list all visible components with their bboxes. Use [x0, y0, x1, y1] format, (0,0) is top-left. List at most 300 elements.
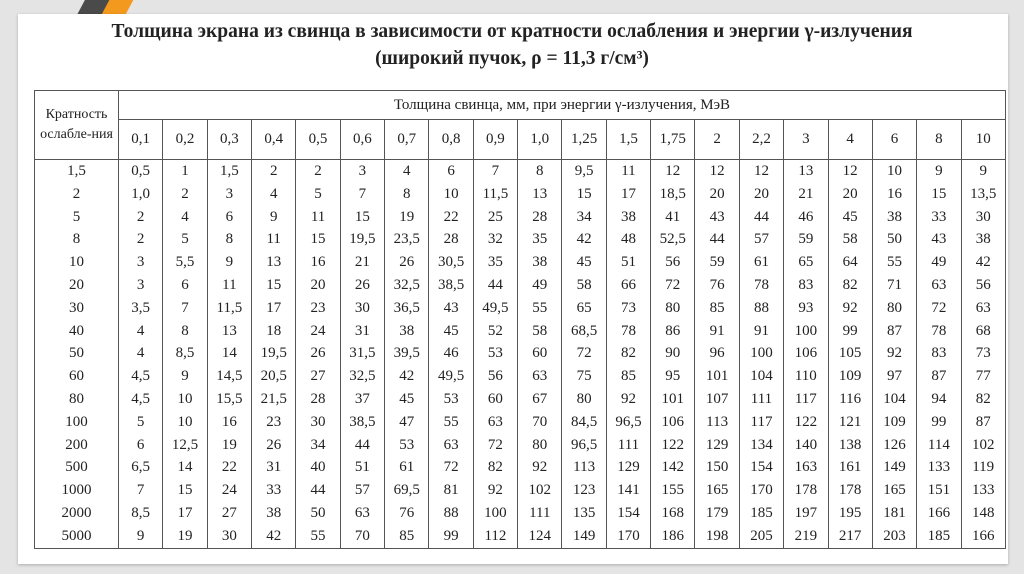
thickness-cell: 101 [695, 365, 739, 388]
thickness-cell: 149 [562, 525, 606, 548]
thickness-cell: 21,5 [252, 388, 296, 411]
thickness-cell: 88 [429, 502, 473, 525]
thickness-cell: 11 [296, 206, 340, 229]
thickness-cell: 10 [872, 160, 916, 183]
thickness-cell: 8 [385, 183, 429, 206]
thickness-cell: 110 [784, 365, 828, 388]
page-title: Толщина экрана из свинца в зависимости от кратности ослабления и энергии γ-излучения [111, 21, 913, 42]
lead-thickness-table [34, 90, 1006, 549]
thickness-cell: 161 [828, 456, 872, 479]
energy-header-cell: 1,0 [518, 120, 562, 160]
thickness-cell: 195 [828, 502, 872, 525]
thickness-cell: 12 [739, 160, 783, 183]
thickness-cell: 57 [340, 479, 384, 502]
thickness-cell: 38 [606, 206, 650, 229]
thickness-cell: 197 [784, 502, 828, 525]
thickness-cell: 72 [473, 434, 517, 457]
thickness-cell: 87 [872, 320, 916, 343]
thickness-cell: 82 [606, 342, 650, 365]
attenuation-cell: 2 [35, 183, 119, 206]
thickness-cell: 63 [917, 274, 961, 297]
thickness-cell: 30 [340, 297, 384, 320]
thickness-cell: 111 [518, 502, 562, 525]
thickness-cell: 31 [252, 456, 296, 479]
thickness-cell: 26 [340, 274, 384, 297]
thickness-cell: 95 [651, 365, 695, 388]
thickness-cell: 154 [606, 502, 650, 525]
thickness-cell: 21 [340, 251, 384, 274]
thickness-cell: 96,5 [562, 434, 606, 457]
energy-header-cell: 1,25 [562, 120, 606, 160]
thickness-cell: 205 [739, 525, 783, 548]
thickness-cell: 133 [917, 456, 961, 479]
thickness-cell: 116 [828, 388, 872, 411]
thickness-cell: 166 [917, 502, 961, 525]
thickness-cell: 38 [252, 502, 296, 525]
thickness-cell: 2 [252, 160, 296, 183]
thickness-cell: 10 [429, 183, 473, 206]
thickness-cell: 140 [784, 434, 828, 457]
thickness-cell: 33 [252, 479, 296, 502]
thickness-cell: 10 [163, 411, 207, 434]
thickness-cell: 44 [473, 274, 517, 297]
thickness-cell: 42 [562, 228, 606, 251]
thickness-cell: 109 [828, 365, 872, 388]
thickness-cell: 63 [340, 502, 384, 525]
thickness-cell: 23 [252, 411, 296, 434]
thickness-cell: 185 [739, 502, 783, 525]
thickness-cell: 19 [207, 434, 251, 457]
thickness-cell: 32,5 [340, 365, 384, 388]
thickness-cell: 73 [961, 342, 1005, 365]
thickness-cell: 45 [828, 206, 872, 229]
thickness-cell: 35 [518, 228, 562, 251]
thickness-cell: 55 [429, 411, 473, 434]
thickness-cell: 149 [872, 456, 916, 479]
thickness-cell: 23 [296, 297, 340, 320]
thickness-cell: 14 [163, 456, 207, 479]
thickness-cell: 53 [473, 342, 517, 365]
thickness-cell: 111 [739, 388, 783, 411]
thickness-cell: 5 [296, 183, 340, 206]
thickness-cell: 81 [429, 479, 473, 502]
thickness-cell: 60 [518, 342, 562, 365]
thickness-cell: 122 [651, 434, 695, 457]
thickness-cell: 3,5 [119, 297, 163, 320]
thickness-cell: 96 [695, 342, 739, 365]
thickness-cell: 6 [163, 274, 207, 297]
attenuation-cell: 5 [35, 206, 119, 229]
energy-header-cell: 10 [961, 120, 1005, 160]
thickness-cell: 28 [429, 228, 473, 251]
thickness-cell: 12 [695, 160, 739, 183]
attenuation-cell: 500 [35, 456, 119, 479]
thickness-cell: 38 [961, 228, 1005, 251]
thickness-cell: 217 [828, 525, 872, 548]
thickness-cell: 24 [207, 479, 251, 502]
page-subtitle: (широкий пучок, ρ = 11,3 г/см³) [375, 48, 649, 69]
thickness-cell: 9,5 [562, 160, 606, 183]
thickness-cell: 88 [739, 297, 783, 320]
table-row [35, 320, 1006, 343]
attenuation-cell: 40 [35, 320, 119, 343]
thickness-cell: 13 [252, 251, 296, 274]
thickness-cell: 72 [429, 456, 473, 479]
thickness-cell: 76 [695, 274, 739, 297]
thickness-cell: 135 [562, 502, 606, 525]
thickness-cell: 113 [695, 411, 739, 434]
thickness-cell: 39,5 [385, 342, 429, 365]
thickness-cell: 16 [207, 411, 251, 434]
thickness-cell: 119 [961, 456, 1005, 479]
thickness-cell: 58 [828, 228, 872, 251]
energy-header-cell: 0,2 [163, 120, 207, 160]
thickness-cell: 42 [385, 365, 429, 388]
thickness-cell: 186 [651, 525, 695, 548]
thickness-cell: 73 [606, 297, 650, 320]
thickness-cell: 8,5 [163, 342, 207, 365]
energy-header-row [35, 120, 1006, 160]
energy-header-cell: 4 [828, 120, 872, 160]
thickness-cell: 85 [606, 365, 650, 388]
thickness-cell: 72 [651, 274, 695, 297]
thickness-cell: 0,5 [119, 160, 163, 183]
thickness-cell: 165 [695, 479, 739, 502]
energy-header-cell: 1,75 [651, 120, 695, 160]
thickness-cell: 15 [917, 183, 961, 206]
thickness-cell: 1,5 [207, 160, 251, 183]
thickness-cell: 13 [784, 160, 828, 183]
thickness-cell: 44 [739, 206, 783, 229]
thickness-cell: 38 [872, 206, 916, 229]
thickness-cell: 105 [828, 342, 872, 365]
thickness-cell: 57 [739, 228, 783, 251]
thickness-cell: 18 [252, 320, 296, 343]
thickness-cell: 68,5 [562, 320, 606, 343]
thickness-cell: 82 [473, 456, 517, 479]
attenuation-cell: 50 [35, 342, 119, 365]
thickness-cell: 65 [562, 297, 606, 320]
thickness-cell: 85 [695, 297, 739, 320]
thickness-cell: 179 [695, 502, 739, 525]
thickness-cell: 50 [296, 502, 340, 525]
thickness-cell: 32,5 [385, 274, 429, 297]
thickness-cell: 64 [828, 251, 872, 274]
thickness-cell: 30 [296, 411, 340, 434]
thickness-cell: 11 [207, 274, 251, 297]
thickness-cell: 28 [518, 206, 562, 229]
thickness-cell: 55 [296, 525, 340, 548]
thickness-cell: 148 [961, 502, 1005, 525]
thickness-cell: 9 [119, 525, 163, 548]
thickness-cell: 31,5 [340, 342, 384, 365]
thickness-cell: 9 [252, 206, 296, 229]
thickness-cell: 58 [562, 274, 606, 297]
thickness-cell: 9 [207, 251, 251, 274]
thickness-cell: 36,5 [385, 297, 429, 320]
thickness-cell: 101 [651, 388, 695, 411]
table-row [35, 274, 1006, 297]
thickness-cell: 19,5 [340, 228, 384, 251]
thickness-cell: 4,5 [119, 388, 163, 411]
thickness-cell: 72 [917, 297, 961, 320]
thickness-cell: 8 [518, 160, 562, 183]
thickness-cell: 38 [385, 320, 429, 343]
thickness-cell: 138 [828, 434, 872, 457]
thickness-cell: 7 [119, 479, 163, 502]
energy-header-cell: 6 [872, 120, 916, 160]
thickness-cell: 58 [518, 320, 562, 343]
column-group-header-thickness: Толщина свинца, мм, при энергии γ-излучения, МэВ [119, 91, 1006, 120]
thickness-cell: 61 [739, 251, 783, 274]
thickness-cell: 77 [961, 365, 1005, 388]
thickness-cell: 126 [872, 434, 916, 457]
thickness-cell: 91 [739, 320, 783, 343]
thickness-cell: 92 [518, 456, 562, 479]
thickness-cell: 133 [961, 479, 1005, 502]
thickness-cell: 91 [695, 320, 739, 343]
thickness-cell: 33 [917, 206, 961, 229]
thickness-cell: 7 [163, 297, 207, 320]
thickness-cell: 2 [119, 206, 163, 229]
thickness-cell: 104 [872, 388, 916, 411]
thickness-cell: 63 [961, 297, 1005, 320]
thickness-cell: 9 [917, 160, 961, 183]
thickness-cell: 113 [562, 456, 606, 479]
thickness-cell: 59 [695, 251, 739, 274]
thickness-cell: 16 [872, 183, 916, 206]
thickness-cell: 166 [961, 525, 1005, 548]
thickness-cell: 78 [606, 320, 650, 343]
thickness-cell: 63 [473, 411, 517, 434]
thickness-cell: 75 [562, 365, 606, 388]
thickness-cell: 19,5 [252, 342, 296, 365]
energy-header-cell: 2 [695, 120, 739, 160]
thickness-cell: 170 [606, 525, 650, 548]
table-row [35, 342, 1006, 365]
table-row [35, 365, 1006, 388]
table-row [35, 160, 1006, 183]
table-row [35, 297, 1006, 320]
thickness-cell: 2 [296, 160, 340, 183]
thickness-cell: 3 [340, 160, 384, 183]
table-header-row [35, 91, 1006, 120]
thickness-cell: 44 [695, 228, 739, 251]
thickness-cell: 4 [119, 320, 163, 343]
thickness-cell: 45 [562, 251, 606, 274]
thickness-cell: 97 [872, 365, 916, 388]
thickness-cell: 83 [784, 274, 828, 297]
thickness-cell: 141 [606, 479, 650, 502]
energy-header-cell: 0,4 [252, 120, 296, 160]
thickness-cell: 24 [296, 320, 340, 343]
energy-header-cell: 0,5 [296, 120, 340, 160]
thickness-cell: 26 [252, 434, 296, 457]
thickness-cell: 19 [385, 206, 429, 229]
thickness-cell: 185 [917, 525, 961, 548]
thickness-cell: 92 [872, 342, 916, 365]
thickness-cell: 85 [385, 525, 429, 548]
thickness-cell: 66 [606, 274, 650, 297]
thickness-cell: 165 [872, 479, 916, 502]
thickness-cell: 28 [296, 388, 340, 411]
thickness-cell: 15,5 [207, 388, 251, 411]
thickness-cell: 20 [296, 274, 340, 297]
thickness-cell: 23,5 [385, 228, 429, 251]
thickness-cell: 27 [296, 365, 340, 388]
thickness-cell: 142 [651, 456, 695, 479]
thickness-cell: 35 [473, 251, 517, 274]
thickness-cell: 20 [739, 183, 783, 206]
thickness-cell: 122 [784, 411, 828, 434]
thickness-cell: 4 [119, 342, 163, 365]
thickness-cell: 56 [473, 365, 517, 388]
thickness-cell: 7 [340, 183, 384, 206]
energy-header-cell: 2,2 [739, 120, 783, 160]
thickness-cell: 45 [385, 388, 429, 411]
thickness-cell: 55 [872, 251, 916, 274]
thickness-cell: 99 [429, 525, 473, 548]
attenuation-cell: 2000 [35, 502, 119, 525]
thickness-cell: 1 [163, 160, 207, 183]
thickness-cell: 8 [207, 228, 251, 251]
attenuation-cell: 30 [35, 297, 119, 320]
thickness-cell: 178 [784, 479, 828, 502]
thickness-cell: 15 [562, 183, 606, 206]
thickness-cell: 80 [562, 388, 606, 411]
thickness-cell: 63 [518, 365, 562, 388]
thickness-cell: 109 [872, 411, 916, 434]
thickness-cell: 22 [207, 456, 251, 479]
thickness-cell: 13,5 [961, 183, 1005, 206]
thickness-cell: 20,5 [252, 365, 296, 388]
attenuation-cell: 80 [35, 388, 119, 411]
thickness-cell: 6 [207, 206, 251, 229]
thickness-cell: 31 [340, 320, 384, 343]
thickness-cell: 86 [651, 320, 695, 343]
energy-header-cell: 0,6 [340, 120, 384, 160]
thickness-cell: 49 [917, 251, 961, 274]
thickness-cell: 170 [739, 479, 783, 502]
thickness-cell: 68 [961, 320, 1005, 343]
thickness-cell: 178 [828, 479, 872, 502]
thickness-cell: 42 [252, 525, 296, 548]
thickness-cell: 15 [340, 206, 384, 229]
thickness-cell: 19 [163, 525, 207, 548]
thickness-cell: 11,5 [473, 183, 517, 206]
column-header-attenuation: Кратность ослабле-ния [35, 91, 119, 160]
attenuation-cell: 200 [35, 434, 119, 457]
thickness-cell: 3 [119, 251, 163, 274]
thickness-cell: 52 [473, 320, 517, 343]
attenuation-cell: 8 [35, 228, 119, 251]
energy-header-cell: 0,7 [385, 120, 429, 160]
thickness-cell: 26 [385, 251, 429, 274]
attenuation-cell: 10 [35, 251, 119, 274]
thickness-cell: 4 [163, 206, 207, 229]
thickness-cell: 4 [385, 160, 429, 183]
thickness-cell: 47 [385, 411, 429, 434]
thickness-cell: 102 [961, 434, 1005, 457]
table-row [35, 434, 1006, 457]
energy-header-cell: 8 [917, 120, 961, 160]
thickness-cell: 99 [917, 411, 961, 434]
thickness-cell: 114 [917, 434, 961, 457]
thickness-cell: 21 [784, 183, 828, 206]
thickness-cell: 44 [340, 434, 384, 457]
thickness-cell: 61 [385, 456, 429, 479]
thickness-cell: 43 [429, 297, 473, 320]
thickness-cell: 38,5 [340, 411, 384, 434]
thickness-cell: 53 [429, 388, 473, 411]
thickness-cell: 80 [651, 297, 695, 320]
energy-header-cell: 3 [784, 120, 828, 160]
thickness-cell: 60 [473, 388, 517, 411]
thickness-cell: 123 [562, 479, 606, 502]
thickness-cell: 154 [739, 456, 783, 479]
thickness-cell: 69,5 [385, 479, 429, 502]
table-row [35, 183, 1006, 206]
thickness-cell: 83 [917, 342, 961, 365]
thickness-cell: 168 [651, 502, 695, 525]
thickness-cell: 13 [518, 183, 562, 206]
thickness-cell: 56 [651, 251, 695, 274]
energy-header-cell: 1,5 [606, 120, 650, 160]
thickness-cell: 7 [473, 160, 517, 183]
thickness-cell: 52,5 [651, 228, 695, 251]
thickness-cell: 41 [651, 206, 695, 229]
thickness-cell: 13 [207, 320, 251, 343]
thickness-cell: 181 [872, 502, 916, 525]
thickness-cell: 219 [784, 525, 828, 548]
thickness-cell: 100 [784, 320, 828, 343]
thickness-cell: 8,5 [119, 502, 163, 525]
thickness-cell: 14,5 [207, 365, 251, 388]
thickness-cell: 43 [917, 228, 961, 251]
thickness-cell: 40 [296, 456, 340, 479]
thickness-cell: 84,5 [562, 411, 606, 434]
thickness-cell: 12,5 [163, 434, 207, 457]
thickness-cell: 46 [784, 206, 828, 229]
thickness-cell: 82 [961, 388, 1005, 411]
thickness-cell: 106 [784, 342, 828, 365]
thickness-cell: 92 [828, 297, 872, 320]
thickness-cell: 1,0 [119, 183, 163, 206]
thickness-cell: 5 [163, 228, 207, 251]
thickness-cell: 26 [296, 342, 340, 365]
thickness-cell: 9 [961, 160, 1005, 183]
thickness-cell: 11 [606, 160, 650, 183]
thickness-cell: 2 [119, 228, 163, 251]
thickness-cell: 96,5 [606, 411, 650, 434]
thickness-cell: 49,5 [473, 297, 517, 320]
energy-header-cell: 0,8 [429, 120, 473, 160]
thickness-cell: 87 [917, 365, 961, 388]
thickness-cell: 34 [296, 434, 340, 457]
thickness-cell: 163 [784, 456, 828, 479]
thickness-cell: 203 [872, 525, 916, 548]
thickness-cell: 71 [872, 274, 916, 297]
table-body [35, 160, 1006, 549]
thickness-cell: 94 [917, 388, 961, 411]
thickness-cell: 129 [695, 434, 739, 457]
thickness-cell: 78 [739, 274, 783, 297]
thickness-cell: 72 [562, 342, 606, 365]
thickness-cell: 121 [828, 411, 872, 434]
thickness-cell: 56 [961, 274, 1005, 297]
thickness-cell: 63 [429, 434, 473, 457]
table-row [35, 456, 1006, 479]
